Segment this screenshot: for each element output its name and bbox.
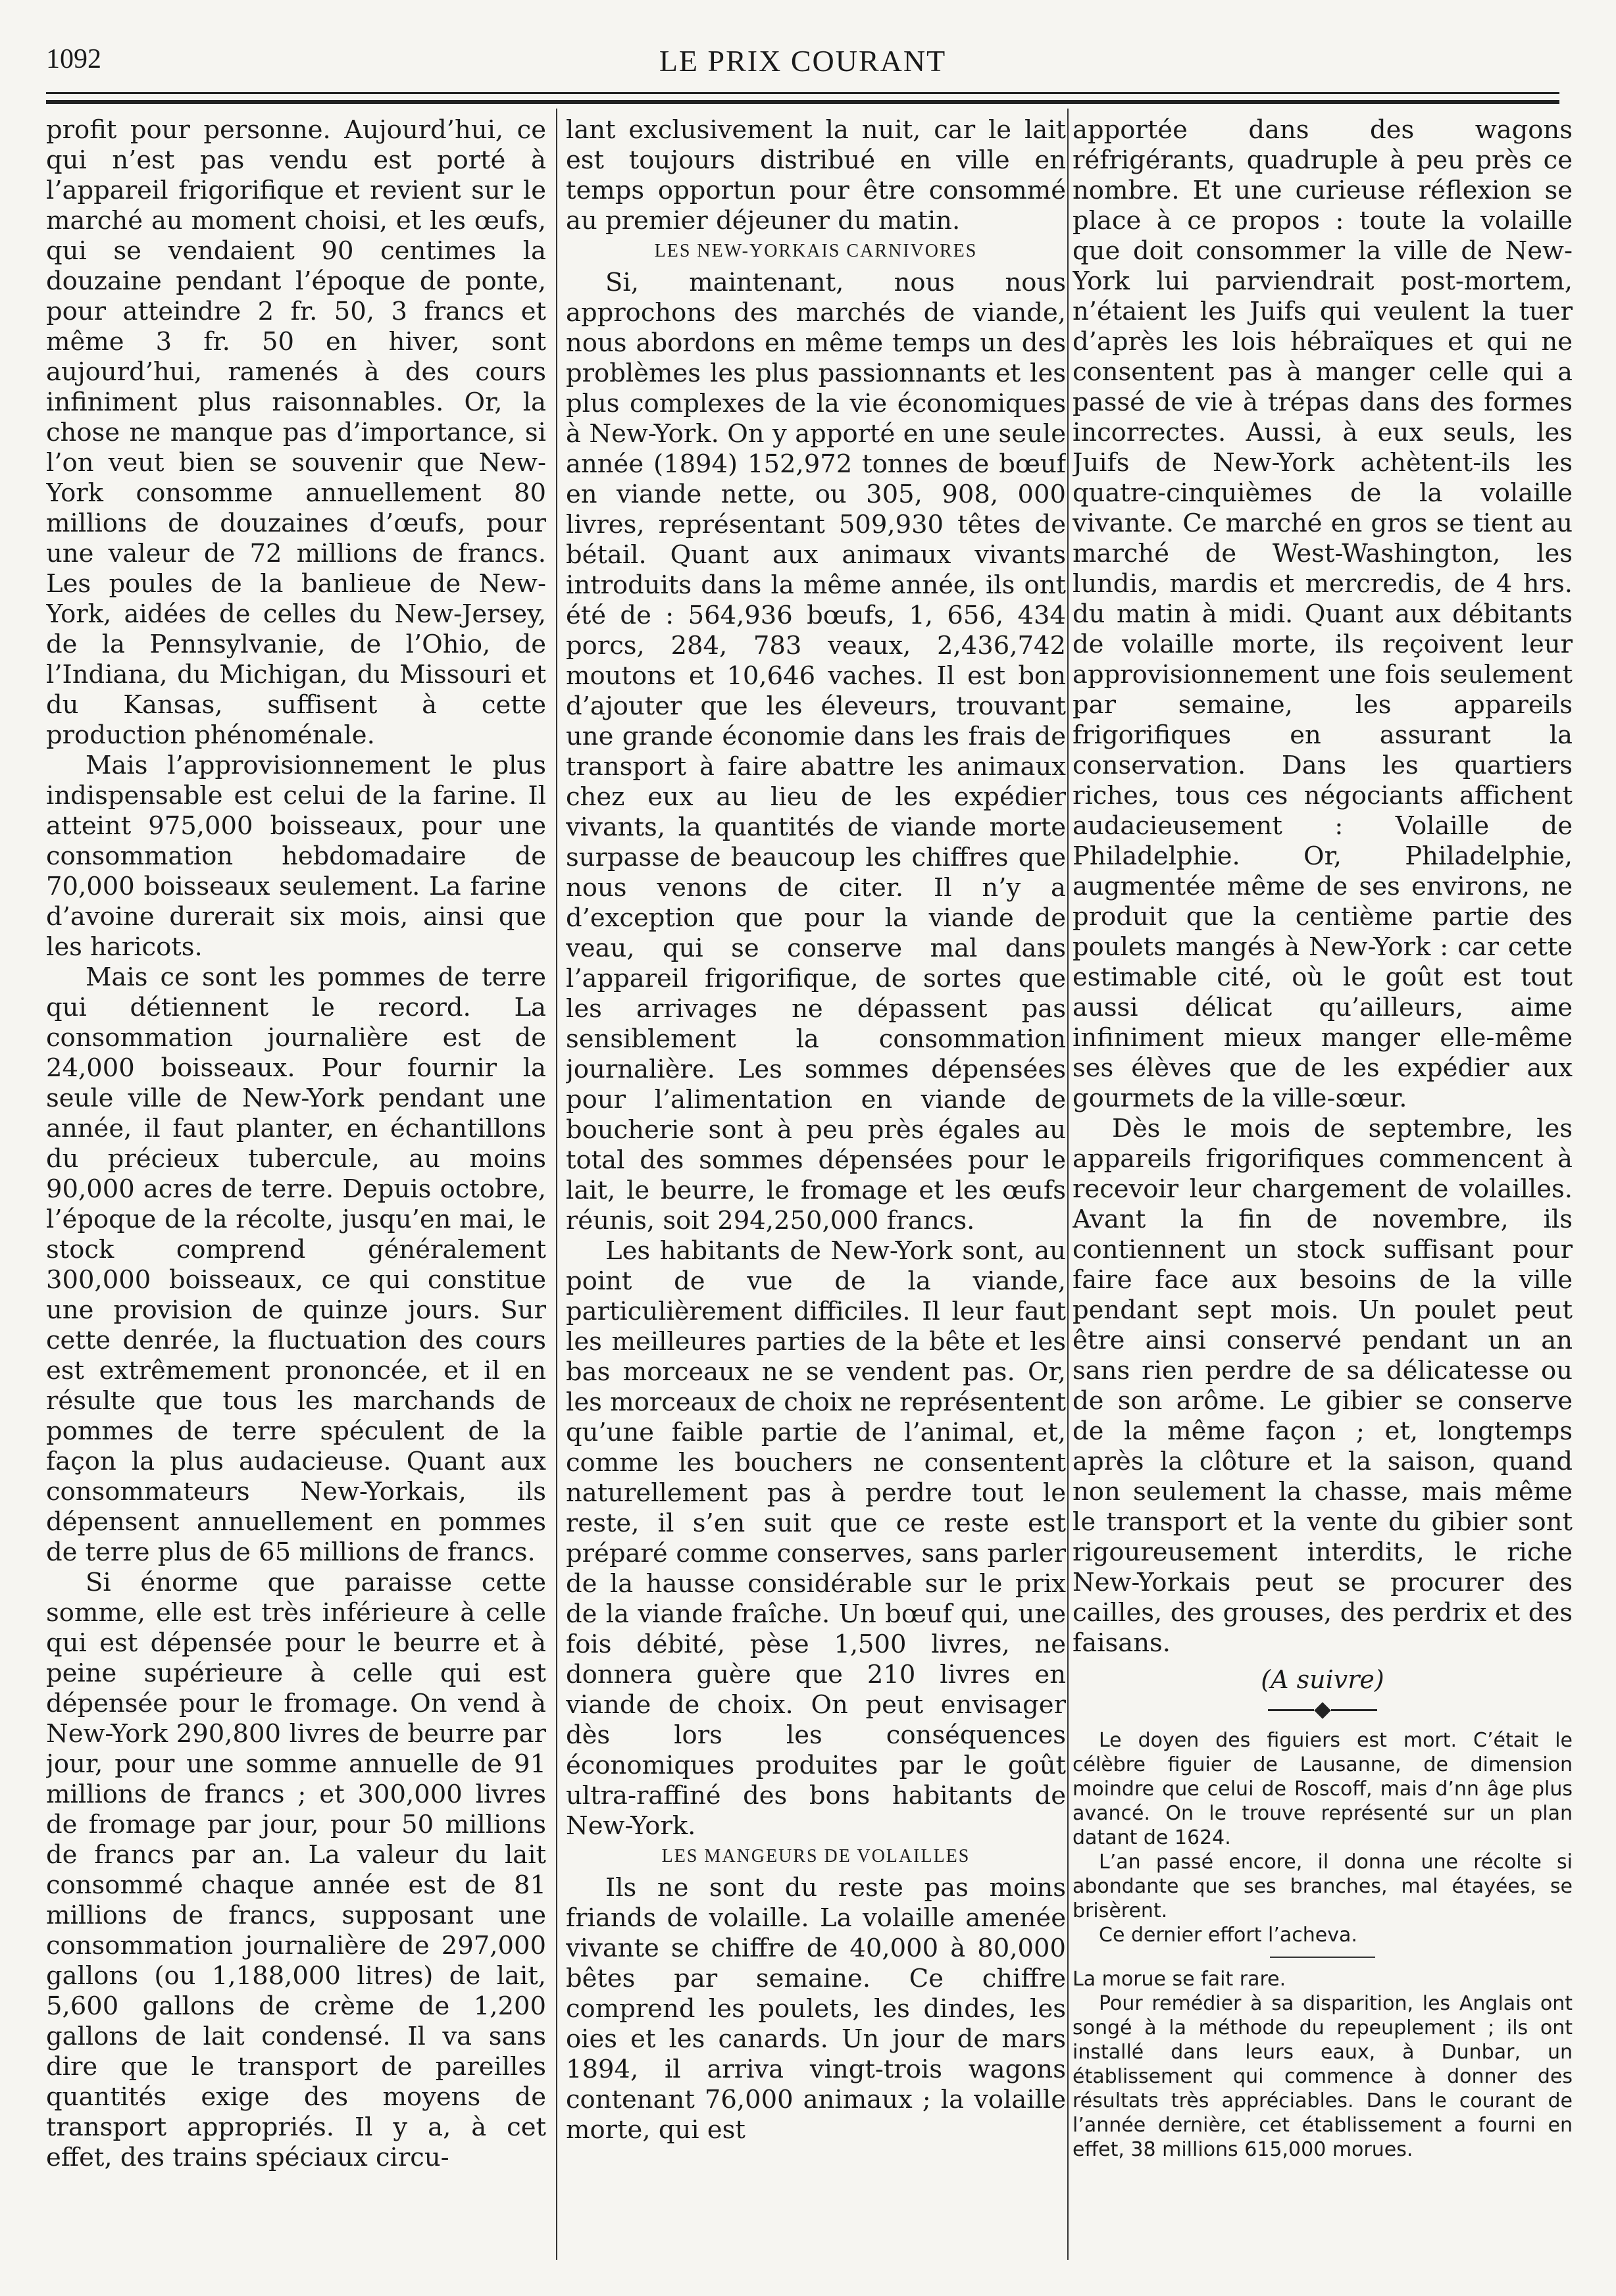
to-be-continued: (A suivre) xyxy=(1261,1665,1384,1694)
news-item: La morue se fait rare. xyxy=(1073,1968,1286,1991)
news-item: Le doyen des figuiers est mort. C’était le célèbre figuier de Lausanne, de dimension moindre que celui de Roscoff, mais d’nn âge plus avancé. On le trouve représenté sur un plan datant de 1624. xyxy=(1073,1729,1573,1849)
header-rule-thick xyxy=(46,100,1559,104)
page-number: 1092 xyxy=(46,44,101,74)
paragraph: lant exclusivement la nuit, car le lait est toujours distribué en ville en temps opportun pour être consommé au premier déjeuner du matin. xyxy=(566,115,1066,236)
header-rule xyxy=(46,92,1559,94)
news-item: Pour remédier à sa disparition, les Anglais ont songé à la méthode du repeuplement ; ils ont installé dans leurs eaux, à Dunbar, un établissement qui commence à donner des résultats très appréciables. Dans le courant de l’année dernière, cet établissement a fourni en effet, 38 millions 615,000 morues. xyxy=(1073,1992,1573,2161)
column-divider xyxy=(1067,109,1069,2260)
news-item: L’an passé encore, il donna une récolte si abondante que ses branches, mal étayées, se brisèrent. xyxy=(1073,1851,1573,1922)
column-3 xyxy=(1073,115,1573,2260)
paragraph: Ils ne sont du reste pas moins friands de volaille. La volaille amenée vivante se chiffre de 40,000 à 80,000 bêtes par semaine. Ce chiffre comprend les poulets, les dindes, les oies et les canards. Un jour de mars 1894, il arriva vingt-trois wagons contenant 76,000 animaux ; la volaille morte, qui est xyxy=(566,1873,1066,2145)
paragraph: Les habitants de New-York sont, au point de vue de la viande, particulièrement difficiles. Il leur faut les meilleures parties de la bête et les bas morceaux ne se vendent pas. Or, les morceaux de choix ne représentent qu’une faible partie de l’animal, et, comme les bouchers ne consentent naturellement pas à perdre tout le reste, il s’en suit que ce reste est préparé comme conserves, sans parler de la hausse considérable sur le prix de la viande fraîche. Un bœuf qui, une fois débité, pèse 1,500 livres, ne donnera guère que 210 livres en viande de choix. On peut envisager dès lors les conséquences économiques produites par le goût ultra-raffiné des bons habitants de New-York. xyxy=(566,1236,1066,1841)
news-item: Ce dernier effort l’acheva. xyxy=(1099,1924,1357,1947)
paragraph: Mais l’approvisionnement le plus indispensable est celui de la farine. Il atteint 975,000 boisseaux, pour une consommation hebdomadaire de 70,000 boisseaux seulement. La farine d’avoine durerait six mois, ainsi que les haricots. xyxy=(46,751,546,962)
ornament-divider xyxy=(1073,1703,1573,1716)
running-title: LE PRIX COURANT xyxy=(659,44,947,78)
short-rule xyxy=(1270,1957,1375,1958)
paragraph: Mais ce sont les pommes de terre qui détiennent le record. La consommation journalière est de 24,000 boisseaux. Pour fournir la seule ville de New-York pendant une année, il faut planter, en échantillons du précieux tubercule, au moins 90,000 acres de terre. Depuis octobre, l’époque de la récolte, jusqu’en mai, le stock comprend généralement 300,000 boisseaux, ce qui constitue une provision de quinze jours. Sur cette denrée, la fluctuation des cours est extrêmement prononcée, et il en résulte que tous les marchands de pommes de terre spéculent de la façon la plus audacieuse. Quant aux consommateurs New-Yorkais, ils dépensent annuellement en pommes de terre plus de 65 millions de francs. xyxy=(46,962,546,1567)
paragraph: Si, maintenant, nous nous approchons des marchés de viande, nous abordons en même temps un des problèmes les plus passionnants et les plus complexes de la vie économiques à New-York. On y apporté en une seule année (1894) 152,972 tonnes de bœuf en viande nette, ou 305, 908, 000 livres, représentant 509,930 têtes de bétail. Quant aux animaux vivants introduits dans la même année, ils ont été de : 564,936 bœufs, 1, 656, 434 porcs, 284, 783 veaux, 2,436,742 moutons et 10,646 vaches. Il est bon d’ajouter que les éleveurs, trouvant une grande économie dans les frais de transport à faire abattre les animaux chez eux au lieu de les expédier vivants, la quantités de viande morte surpasse de beaucoup les chiffres que nous venons de citer. Il n’y a d’exception que pour la viande de veau, qui se conserve mal dans l’appareil frigorifique, de sortes que les arrivages ne dépassent pas sensiblement la consommation journalière. Les sommes dépensées pour l’alimentation en viande de boucherie sont à peu près égales au total des sommes dépensées pour le lait, le beurre, le fromage et les œufs réunis, soit 294,250,000 francs. xyxy=(566,268,1066,1235)
page-header xyxy=(46,39,1559,86)
paragraph: apportée dans des wagons réfrigérants, quadruple à peu près ce nombre. Et une curieuse réflexion se place à ce propos : toute la volaille que doit consommer la ville de New-York lui parviendrait post-mortem, n’étaient les Juifs qui veulent la tuer d’après les lois hébraïques et qui ne consentent pas à manger celle qui a passé de vie à trépas dans des formes incorrectes. Aussi, à eux seuls, les Juifs de New-York achètent-ils les quatre-cinquièmes de la volaille vivante. Ce marché en gros se tient au marché de West-Washington, les lundis, mardis et mercredis, de 4 hrs. du matin à midi. Quant aux débitants de volaille morte, ils reçoivent leur approvisionnement une fois seulement par semaine, les appareils frigorifiques en assurant la conservation. Dans les quartiers riches, tous ces négociants affichent audacieusement : Volaille de Philadelphie. Or, Philadelphie, augmentée même de ses environs, ne produit que la centième partie des poulets mangés à New-York : car cette estimable cité, où le goût est tout aussi délicat qu’ailleurs, aime infiniment mieux manger elle-même ses élèves que de les expédier aux gourmets de la ville-sœur. xyxy=(1073,115,1573,1113)
paragraph: Si énorme que paraisse cette somme, elle est très inférieure à celle qui est dépensée pour le beurre et à peine supérieure à celle qui est dépensée pour le fromage. On vend à New-York 290,800 livres de beurre par jour, pour une somme annuelle de 91 millions de francs ; et 300,000 livres de fromage par jour, pour 50 millions de francs par an. La valeur du lait consommé chaque année est de 81 millions de francs, supposant une consommation journalière de 297,000 gallons (ou 1,188,000 litres) de lait, 5,600 gallons de crème de 1,200 gallons de lait condensé. Il va sans dire que le transport de pareilles quantités exige des moyens de transport appropriés. Il y a, à cet effet, des trains spéciaux circu- xyxy=(46,1568,546,2172)
column-2 xyxy=(566,115,1066,2260)
column-divider xyxy=(556,109,557,2260)
column-1 xyxy=(46,115,546,2260)
section-heading: LES NEW-YORKAIS CARNIVORES xyxy=(654,241,978,261)
paragraph: Dès le mois de septembre, les appareils frigorifiques commencent à recevoir leur chargement de volailles. Avant la fin de novembre, ils contiennent un stock suffisant pour faire face aux besoins de la ville pendant sept mois. Un poulet peut être ainsi conservé pendant un an sans rien perdre de sa délicatesse ou de son arôme. Le gibier se conserve de la même façon ; et, longtemps après la clôture et la saison, quand non seulement la chasse, mais même le transport et la vente du gibier sont rigoureusement interdits, le riche New-Yorkais peut se procurer des cailles, des grouses, des perdrix et des faisans. xyxy=(1073,1114,1573,1658)
paragraph: profit pour personne. Aujourd’hui, ce qui n’est pas vendu est porté à l’appareil frigorifique et revient sur le marché au moment choisi, et les œufs, qui se vendaient 90 centimes la douzaine pendant l’époque de ponte, pour atteindre 2 fr. 50, 3 francs et même 3 fr. 50 en hiver, sont aujourd’hui, ramenés à des cours infiniment plus raisonnables. Or, la chose ne manque pas d’importance, si l’on veut bien se souvenir que New-York consomme annuellement 80 millions de douzaines d’œufs, pour une valeur de 72 millions de francs. Les poules de la banlieue de New-York, aidées de celles du New-Jersey, de la Pennsylvanie, de l’Ohio, de l’Indiana, du Michigan, du Missouri et du Kansas, suffisent à cette production phénoménale. xyxy=(46,115,546,750)
section-heading: LES MANGEURS DE VOLAILLES xyxy=(661,1846,971,1866)
